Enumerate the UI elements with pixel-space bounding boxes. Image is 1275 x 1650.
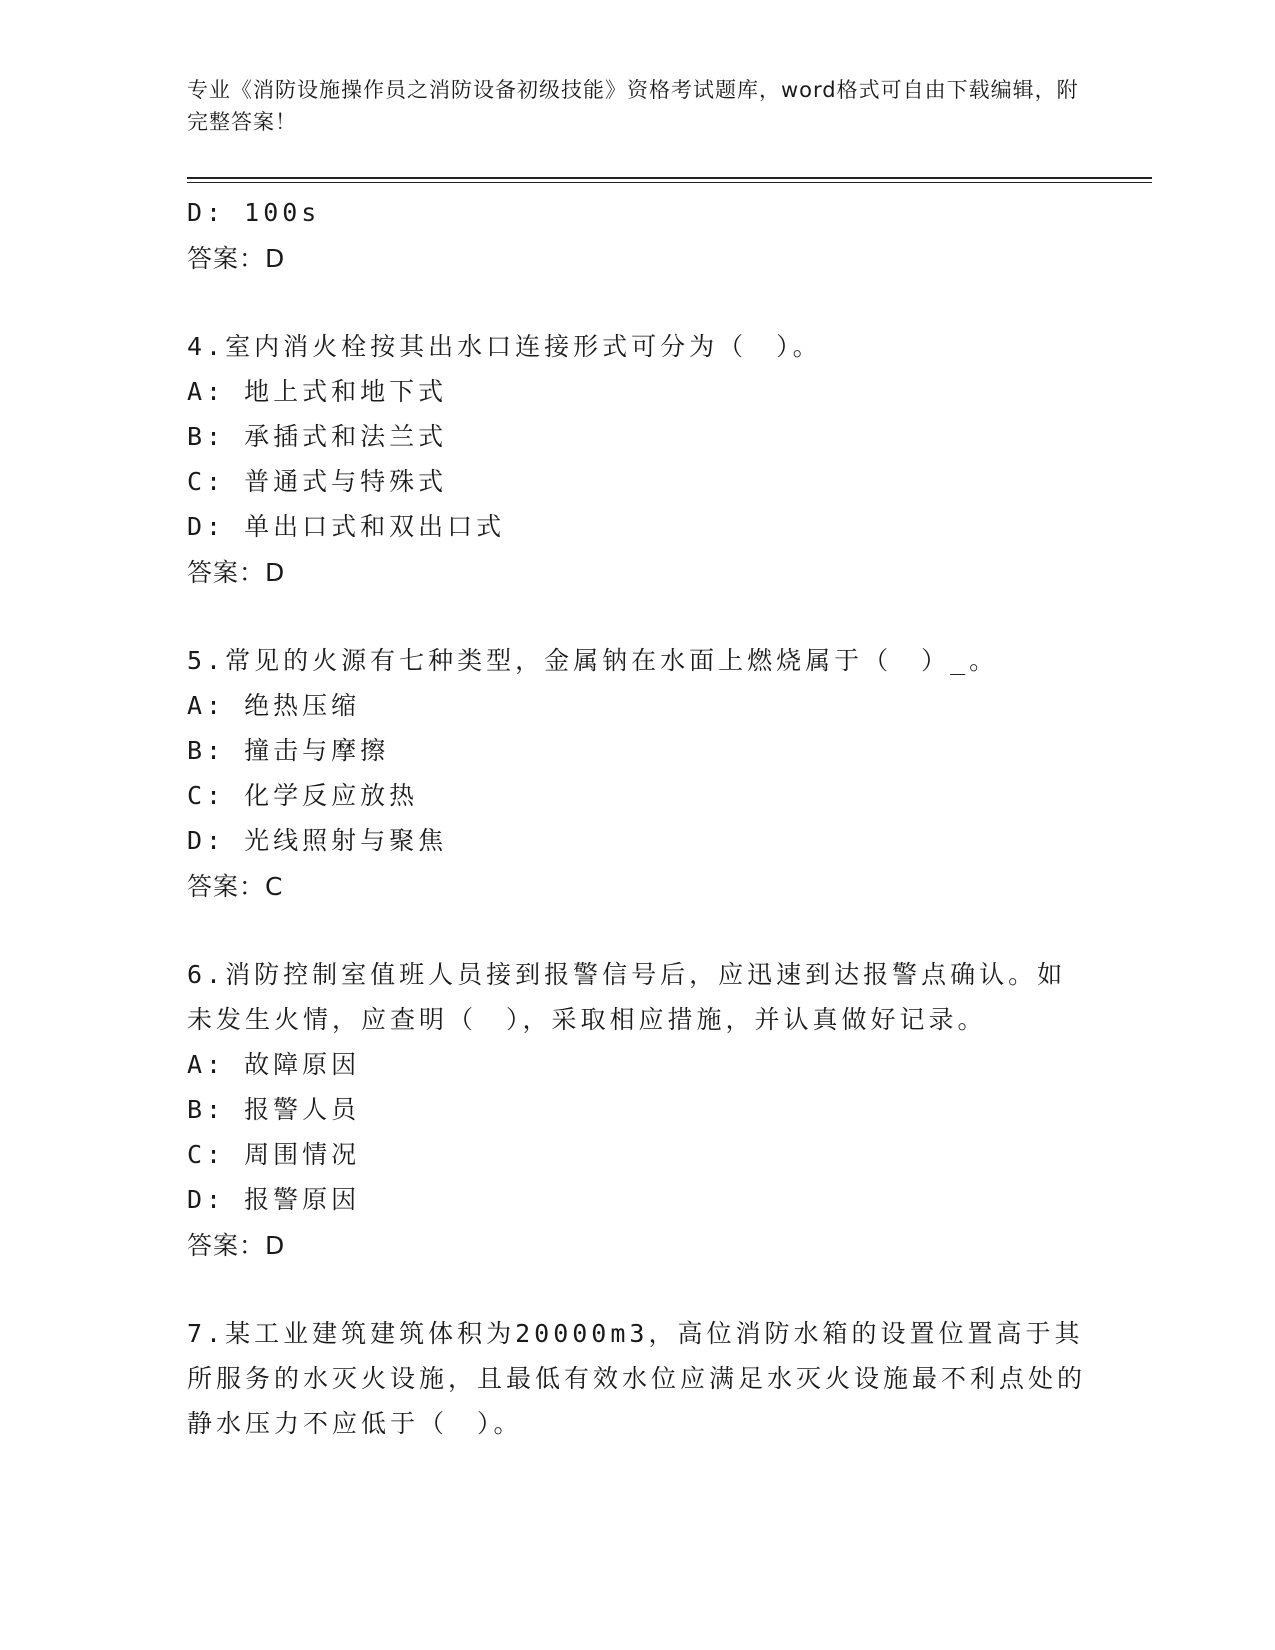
question-6 — [187, 952, 1087, 1269]
option-a: A: 故障原因 — [187, 1050, 361, 1079]
question-stem: 5.常见的火源有七种类型，金属钠在水面上燃烧属于（ ）_。 — [187, 646, 999, 675]
option-b: B: 承插式和法兰式 — [187, 422, 448, 451]
question-stem: 7.某工业建筑建筑体积为20000m3，高位消防水箱的设置位置高于其所服务的水灭火设施，且最低有效水位应满足水灭火设施最不利点处的静水压力不应低于（ ）。 — [187, 1319, 1087, 1438]
document-header: 专业《消防设施操作员之消防设备初级技能》资格考试题库，word格式可自由下载编辑，附完整答案！ — [187, 78, 1079, 134]
header-rule-thick — [187, 177, 1152, 179]
option-a: A: 地上式和地下式 — [187, 377, 448, 406]
option-d: D: 单出口式和双出口式 — [187, 512, 506, 541]
question-7 — [187, 1311, 1087, 1446]
option-b: B: 撞击与摩擦 — [187, 736, 390, 765]
header-rule-thin — [187, 182, 1152, 183]
answer: 答案：D — [187, 244, 286, 273]
answer: 答案：D — [187, 1231, 286, 1260]
option-d: D: 光线照射与聚焦 — [187, 826, 448, 855]
answer: 答案：D — [187, 558, 286, 587]
option-c: C: 普通式与特殊式 — [187, 467, 448, 496]
question-4 — [187, 324, 1087, 596]
option-d: D: 100s — [187, 198, 321, 227]
option-a: A: 绝热压缩 — [187, 691, 361, 720]
question-stem: 4.室内消火栓按其出水口连接形式可分为（ ）。 — [187, 332, 822, 361]
document-body — [187, 190, 1087, 1446]
option-c: C: 周围情况 — [187, 1140, 361, 1169]
question-stem: 6.消防控制室值班人员接到报警信号后，应迅速到达报警点确认。如未发生火情，应查明（ ），采取相应措施，并认真做好记录。 — [187, 960, 1067, 1034]
question-5 — [187, 638, 1087, 910]
option-c: C: 化学反应放热 — [187, 781, 419, 810]
option-d: D: 报警原因 — [187, 1185, 361, 1214]
option-b: B: 报警人员 — [187, 1095, 361, 1124]
answer: 答案：C — [187, 872, 284, 901]
